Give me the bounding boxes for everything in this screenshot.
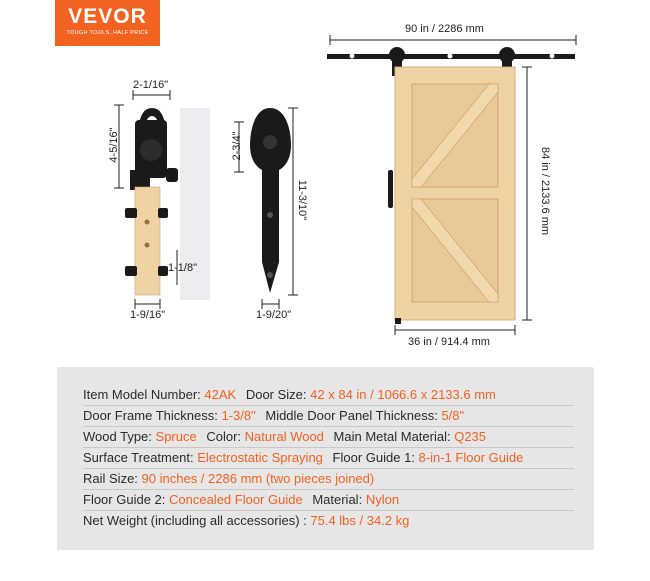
spec-label: Main Metal Material: bbox=[333, 429, 451, 444]
hanger-gap-label: 1-1/8" bbox=[168, 262, 197, 274]
spec-label: Floor Guide 1: bbox=[332, 450, 415, 465]
spec-label: Middle Door Panel Thickness: bbox=[265, 408, 438, 423]
strap-width-label: 1-9/20" bbox=[256, 309, 292, 321]
logo-brand: VEVOR bbox=[68, 5, 147, 28]
spec-value: Spruce bbox=[155, 429, 197, 444]
spec-label: Door Frame Thickness: bbox=[83, 408, 218, 423]
specs-panel bbox=[57, 367, 594, 550]
spec-label: Material: bbox=[312, 492, 363, 507]
spec-row bbox=[83, 426, 574, 448]
spec-value: 5/8" bbox=[441, 408, 465, 423]
hanger-bottom-width-label: 1-9/16" bbox=[130, 309, 166, 321]
spec-value: 42 x 84 in / 1066.6 x 2133.6 mm bbox=[310, 387, 496, 402]
spec-row bbox=[83, 384, 574, 406]
spec-row bbox=[83, 489, 574, 511]
hanger-height-label: 4-5/16" bbox=[108, 127, 120, 163]
strap-front-view bbox=[234, 108, 298, 309]
spec-label: Net Weight (including all accessories) : bbox=[83, 513, 307, 528]
spec-value: 90 inches / 2286 mm (two pieces joined) bbox=[141, 471, 375, 486]
spec-value: 75.4 lbs / 34.2 kg bbox=[310, 513, 410, 528]
spec-label: Rail Size: bbox=[83, 471, 138, 486]
spec-value: 8-in-1 Floor Guide bbox=[418, 450, 524, 465]
rail-length-label: 90 in / 2286 mm bbox=[405, 23, 484, 35]
spec-value: Q235 bbox=[454, 429, 487, 444]
spec-row bbox=[83, 405, 574, 427]
spec-row bbox=[83, 468, 574, 490]
strap-head-label: 2-3/4" bbox=[231, 131, 243, 161]
spec-value: Nylon bbox=[365, 492, 400, 507]
hanger-width-label: 2-1/16" bbox=[133, 79, 169, 91]
hanger-side-view bbox=[114, 90, 210, 309]
door-height-label: 84 in / 2133.6 mm bbox=[539, 146, 551, 236]
spec-label: Color: bbox=[206, 429, 242, 444]
spec-label: Item Model Number: bbox=[83, 387, 201, 402]
door-width-label: 36 in / 914.4 mm bbox=[408, 336, 490, 348]
spec-label: Wood Type: bbox=[83, 429, 152, 444]
spec-row bbox=[83, 510, 574, 531]
strap-length-label: 11-3/10" bbox=[296, 179, 308, 221]
spec-value: 1-3/8" bbox=[221, 408, 256, 423]
spec-label: Surface Treatment: bbox=[83, 450, 194, 465]
spec-label: Floor Guide 2: bbox=[83, 492, 166, 507]
spec-label: Door Size: bbox=[245, 387, 307, 402]
logo-tagline: TOUGH TOOLS, HALF PRICE bbox=[66, 30, 149, 36]
spec-value: Concealed Floor Guide bbox=[169, 492, 303, 507]
spec-value: Natural Wood bbox=[244, 429, 324, 444]
spec-value: Electrostatic Spraying bbox=[197, 450, 323, 465]
spec-value: 42AK bbox=[204, 387, 237, 402]
spec-row bbox=[83, 447, 574, 469]
